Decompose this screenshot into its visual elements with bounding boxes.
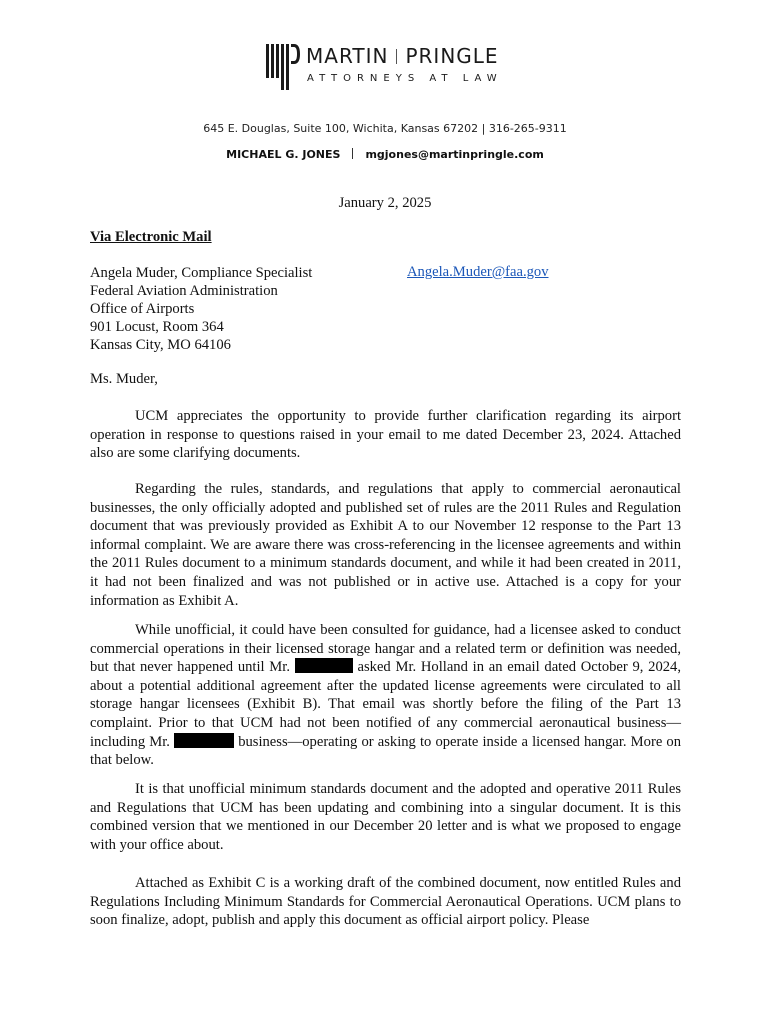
attorney-email[interactable]: mgjones@martinpringle.com [365,148,544,161]
letter-date: January 2, 2025 [338,195,432,211]
body-paragraph-4: It is that unofficial minimum standards document and the adopted and operative 2011 Rules and Regulations that UCM has been updating and combining into a singular document. It is this combined version that we mentioned in our December 20 letter and is what we proposed to engage with your office about. [90,781,681,853]
firm-address: 645 E. Douglas, Suite 100, Wichita, Kansas 67202 | 316-265-9311 [203,122,567,135]
body-paragraph-3 [90,621,681,770]
recipient-line: 901 Locust, Room 364 [90,319,224,335]
recipient-block [90,264,312,354]
paragraph-3-part-b: asked Mr. Holland in an email dated October 9, 2024, about a potential additional agreement after the updated license agreements were circulated to all storage hangar licensees (Exhibit B). That email was shortly before the filing of the Part 13 complaint. Prior to that UCM had not been notified of any commercial aeronautical business— including Mr. [90,659,682,750]
delivery-method: Via Electronic Mail [90,229,212,245]
recipient-line: Angela Muder, Compliance Specialist [90,265,313,281]
firm-name-right: PRINGLE [405,44,499,68]
recipient-line: Federal Aviation Administration [90,283,278,299]
recipient-line: Office of Airports [90,301,195,317]
redaction-block [295,658,353,673]
salutation: Ms. Muder, [90,371,158,387]
attorney-name: MICHAEL G. JONES [226,148,341,161]
attorney-line [0,148,770,161]
redaction-block [174,733,234,748]
firm-subtitle: ATTORNEYS AT LAW [307,73,503,84]
body-paragraph-5: Attached as Exhibit C is a working draft of the combined document, now entitled Rules and Regulations Including Minimum Standards for Commercial Aeronautical Operations. UCM plans to soon finalize, adopt, publish and apply this document as official airport policy. Please [90,875,681,929]
recipient-email-link[interactable]: Angela.Muder@faa.gov [407,264,549,280]
recipient-line: Kansas City, MO 64106 [90,337,231,353]
firm-name-divider [396,49,397,64]
paragraph-3-part-c: business—operating or asking to operate inside a licensed hangar. More on that below. [90,733,682,769]
paragraph-3-part-a: While unofficial, it could have been consulted for guidance, had a licensee asked to conduct commercial operations in their licensed storage hangar and a related term or definition was needed, but that never happened until Mr. [90,622,681,676]
firm-name [306,44,499,68]
body-paragraph-2: Regarding the rules, standards, and regulations that apply to commercial aeronautical businesses, the only officially adopted and published set of rules are the 2011 Rules and Regulation document that was previously provided as Exhibit A to our November 12 response to the Part 13 informal complaint. We are aware there was cross-referencing in the licensee agreements and within the 2011 Rules document to a minimum standards document, and while it had been created in 2011, it had not been finalized and was not published or in active use. Attached is a copy for your information as Exhibit A. [90,481,681,609]
firm-logo-icon [266,44,300,90]
attorney-divider [352,148,353,159]
body-paragraph-1: UCM appreciates the opportunity to provide further clarification regarding its airport operation in response to questions raised in your email to me dated December 23, 2024. Attached also are some clarifying documents. [90,408,681,462]
firm-name-left: MARTIN [306,44,389,68]
